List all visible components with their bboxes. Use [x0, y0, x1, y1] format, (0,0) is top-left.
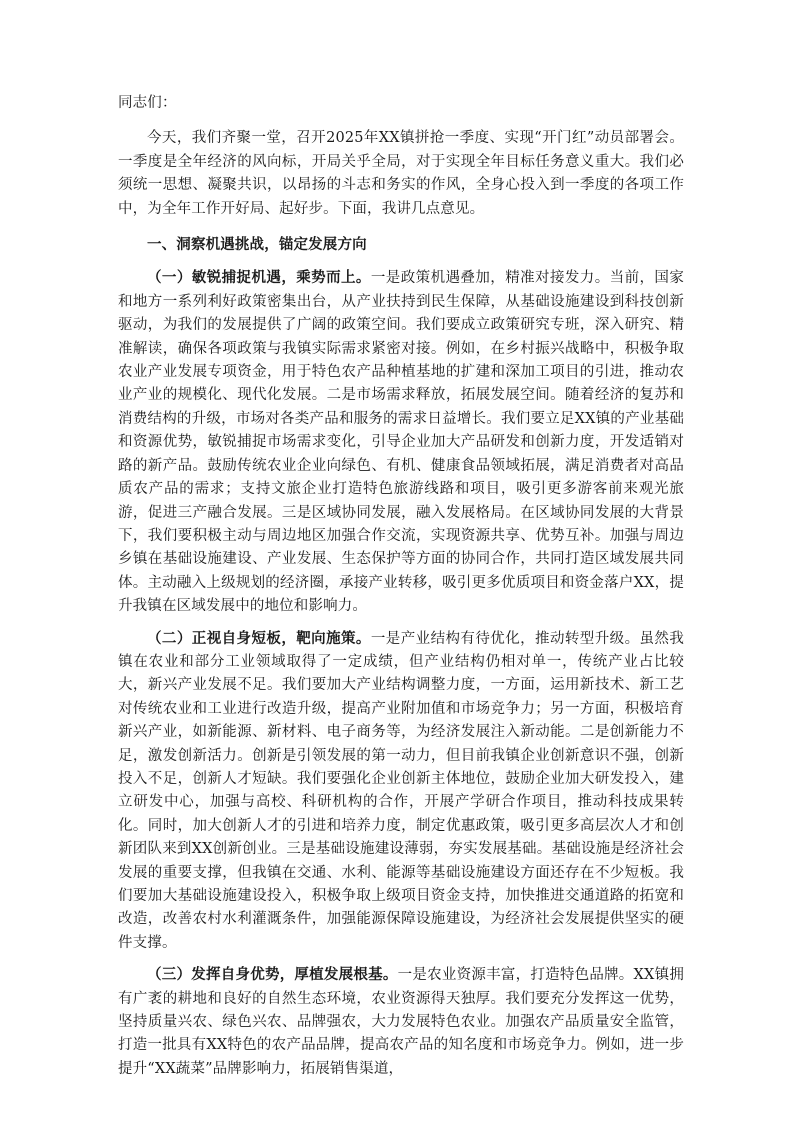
- subsection-body: 一是农业资源丰富，打造特色品牌。XX镇拥有广袤的耕地和良好的自然生态环境，农业资源得天独厚。我们要充分发挥这一优势，坚持质量兴农、绿色兴农、品牌强农，大力发展特色农业。加强农产品质量安全监管，打造一批具有XX特色的农产品品牌，提高农产品的知名度和市场竞争力。例如，进一步提升“XX蔬菜”品牌影响力，拓展销售渠道，: [118, 967, 684, 1077]
- subsection-body: 一是政策机遇叠加，精准对接发力。当前，国家和地方一系列利好政策密集出台，从产业扶持到民生保障，从基础设施建设到科技创新驱动，为我们的发展提供了广阔的政策空间。我们要成立政策研究专班，深入研究、精准解读，确保各项政策与我镇实际需求紧密对接。例如，在乡村振兴战略中，积极争取农业产业发展专项资金，用于特色农产品种植基地的扩建和深加工项目的引进，推动农业产业的规模化、现代化发展。二是市场需求释放，拓展发展空间。随着经济的复苏和消费结构的升级，市场对各类产品和服务的需求日益增长。我们要立足XX镇的产业基础和资源优势，敏锐捕捉市场需求变化，引导企业加大产品研发和创新力度，开发适销对路的新产品。鼓励传统农业企业向绿色、有机、健康食品领域拓展，满足消费者对高品质农产品的需求；支持文旅企业打造特色旅游线路和项目，吸引更多游客前来观光旅游，促进三产融合发展。三是区域协同发展，融入发展格局。在区域协同发展的大背景下，我们要积极主动与周边地区加强合作交流，实现资源共享、优势互补。加强与周边乡镇在基础设施建设、产业发展、生态保护等方面的协同合作，共同打造区域发展共同体。主动融入上级规划的经济圈，承接产业转移，吸引更多优质项目和资金落户XX，提升我镇在区域发展中的地位和影响力。: [118, 270, 685, 615]
- section-heading: 一、洞察机遇挑战，锚定发展方向: [147, 236, 367, 254]
- subsection-lead: （三）发挥自身优势，厚植发展根基。: [147, 966, 398, 984]
- subsection-lead: （一）敏锐捕捉机遇，乘势而上。: [147, 269, 371, 287]
- intro-paragraph: 今天，我们齐聚一堂，召开2025年XX镇拼抢一季度、实现“开门红”动员部署会。一季度是全年经济的风向标，开局关乎全局，对于实现全年目标任务意义重大。我们必须统一思想、凝聚共识，以昂扬的斗志和务实的作风，全身心投入到一季度的各项工作中，为全年工作开好局、起好步。下面，我讲几点意见。: [118, 130, 684, 217]
- subsection-paragraph-2: [118, 627, 684, 956]
- subsection-body: 一是产业结构有待优化，推动转型升级。虽然我镇在农业和部分工业领域取得了一定成绩，但产业结构仍相对单一，传统产业占比较大，新兴产业发展不足。我们要加大产业结构调整力度，一方面，运用新技术、新工艺对传统农业和工业进行改造升级，提高产业附加值和市场竞争力；另一方面，积极培育新兴产业，如新能源、新材料、电子商务等，为经济发展注入新动能。二是创新能力不足，激发创新活力。创新是引领发展的第一动力，但目前我镇企业创新意识不强，创新投入不足，创新人才短缺。我们要强化企业创新主体地位，鼓励企业加大研发投入，建立研发中心，加强与高校、科研机构的合作，开展产学研合作项目，推动科技成果转化。同时，加大创新人才的引进和培养力度，制定优惠政策，吸引更多高层次人才和创新团队来到XX创新创业。三是基础设施建设薄弱，夯实发展基础。基础设施是经济社会发展的重要支撑，但我镇在交通、水利、能源等基础设施建设方面还存在不少短板。我们要加大基础设施建设投入，积极争取上级项目资金支持，加快推进交通道路的拓宽和改造，改善农村水利灌溉条件，加强能源保障设施建设，为经济社会发展提供坚实的硬件支撑。: [118, 630, 685, 951]
- greeting: 同志们：: [118, 95, 177, 111]
- subsection-paragraph-3: [118, 963, 684, 1081]
- subsection-lead: （二）正视自身短板，靶向施策。: [147, 629, 371, 647]
- document-page: [118, 92, 684, 1081]
- subsection-paragraph-1: [118, 266, 684, 618]
